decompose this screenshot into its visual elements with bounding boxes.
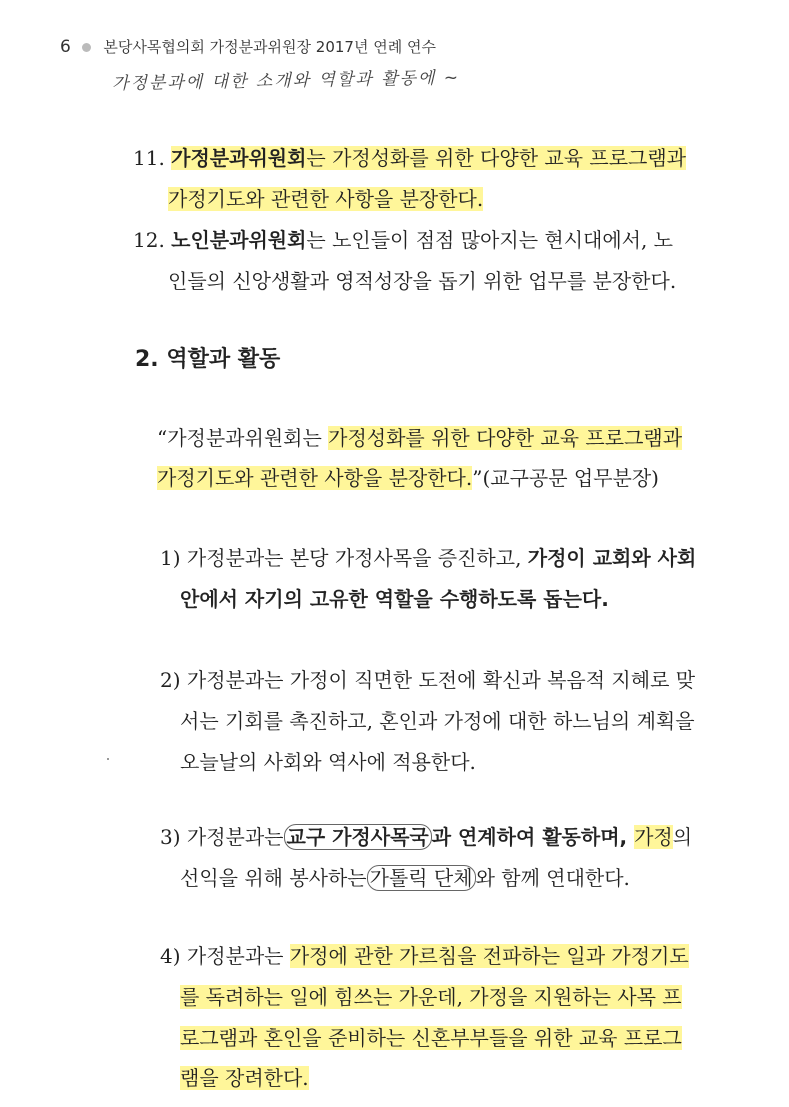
header-title: 본당사목협의회 가정분과위원장 2017년 연례 연수 [103,38,436,56]
list-item-3-line1 [160,827,692,847]
list-highlight: 가정에 관한 가르침을 전파하는 일과 가정기도 [289,944,689,968]
list-text: 선익을 위해 봉사하는 [180,866,367,890]
item-11-text2: 가정기도와 관련한 사항을 분장한다. [168,187,484,211]
list-text: 의 [672,825,693,849]
list-highlight: 램을 장려한다. [180,1066,309,1090]
item-number: 12. [133,228,165,252]
list-text: 4) 가정분과는 [160,944,290,968]
page-number: 6 [60,37,71,57]
list-highlight: 로그램과 혼인을 준비하는 신혼부부들을 위한 교육 프로그 [180,1026,682,1050]
quote-highlight: 가정기도와 관련한 사항을 분장한다. [157,466,473,490]
item-11-line2 [168,189,483,209]
list-highlight: 가정 [634,825,673,849]
quote-line1 [157,428,682,448]
quote-source: ”(교구공문 업무분장) [472,466,659,490]
list-item-1-line2 [180,589,609,609]
list-highlight: 를 독려하는 일에 힘쓰는 가운데, 가정을 지원하는 사목 프 [180,985,682,1009]
scan-speck [107,758,109,760]
quote-highlight: 가정성화를 위한 다양한 교육 프로그램과 [328,426,683,450]
quote-line2 [157,468,659,488]
item-11-line1 [133,148,686,168]
circled-office: 교구 가정사목국 [284,824,432,850]
item-11-text: 는 가정성화를 위한 다양한 교육 프로그램과 [306,146,686,170]
bullet-dot-icon [82,43,91,52]
list-text: 1) 가정분과는 본당 가정사목을 증진하고, [160,546,528,570]
list-bold: 안에서 자기의 고유한 역할을 수행하도록 돕는다. [180,587,609,611]
item-12-line2: 인들의 신앙생활과 영적성장을 돕기 위한 업무를 분장한다. [168,269,677,293]
list-item-2-line1: 2) 가정분과는 가정이 직면한 도전에 확신과 복음적 지혜로 맞 [160,668,696,692]
item-number: 11. [133,146,165,170]
list-text: 와 함께 연대한다. [475,866,630,890]
list-item-4-line1 [160,946,689,966]
list-item-4-line4 [180,1068,309,1088]
list-bold: 과 연계하여 활동하며, [431,825,635,849]
item-11-bold: 가정분과위원회 [171,146,307,170]
item-12-bold: 노인분과위원회 [171,228,307,252]
list-item-2-line3: 오늘날의 사회와 역사에 적용한다. [180,750,476,774]
list-text: 3) 가정분과는 [160,825,284,849]
handwritten-note: 가정분과에 대한 소개와 역할과 활동에 ~ [111,67,461,95]
list-item-1-line1 [160,548,696,568]
list-bold: 가정이 교회와 사회 [527,546,697,570]
page-header [60,36,436,57]
section-heading: 2. 역할과 활동 [135,347,281,372]
list-item-3-line2 [180,868,630,888]
circled-group: 가톨릭 단체 [367,865,476,891]
list-item-2-line2: 서는 기회를 촉진하고, 혼인과 가정에 대한 하느님의 계획을 [180,709,695,733]
list-item-4-line3 [180,1028,682,1048]
list-item-4-line2 [180,987,682,1007]
item-12-text: 는 노인들이 점점 많아지는 현시대에서, 노 [306,228,674,252]
item-12-line1 [133,230,673,250]
quote-text: “가정분과위원회는 [157,426,329,450]
